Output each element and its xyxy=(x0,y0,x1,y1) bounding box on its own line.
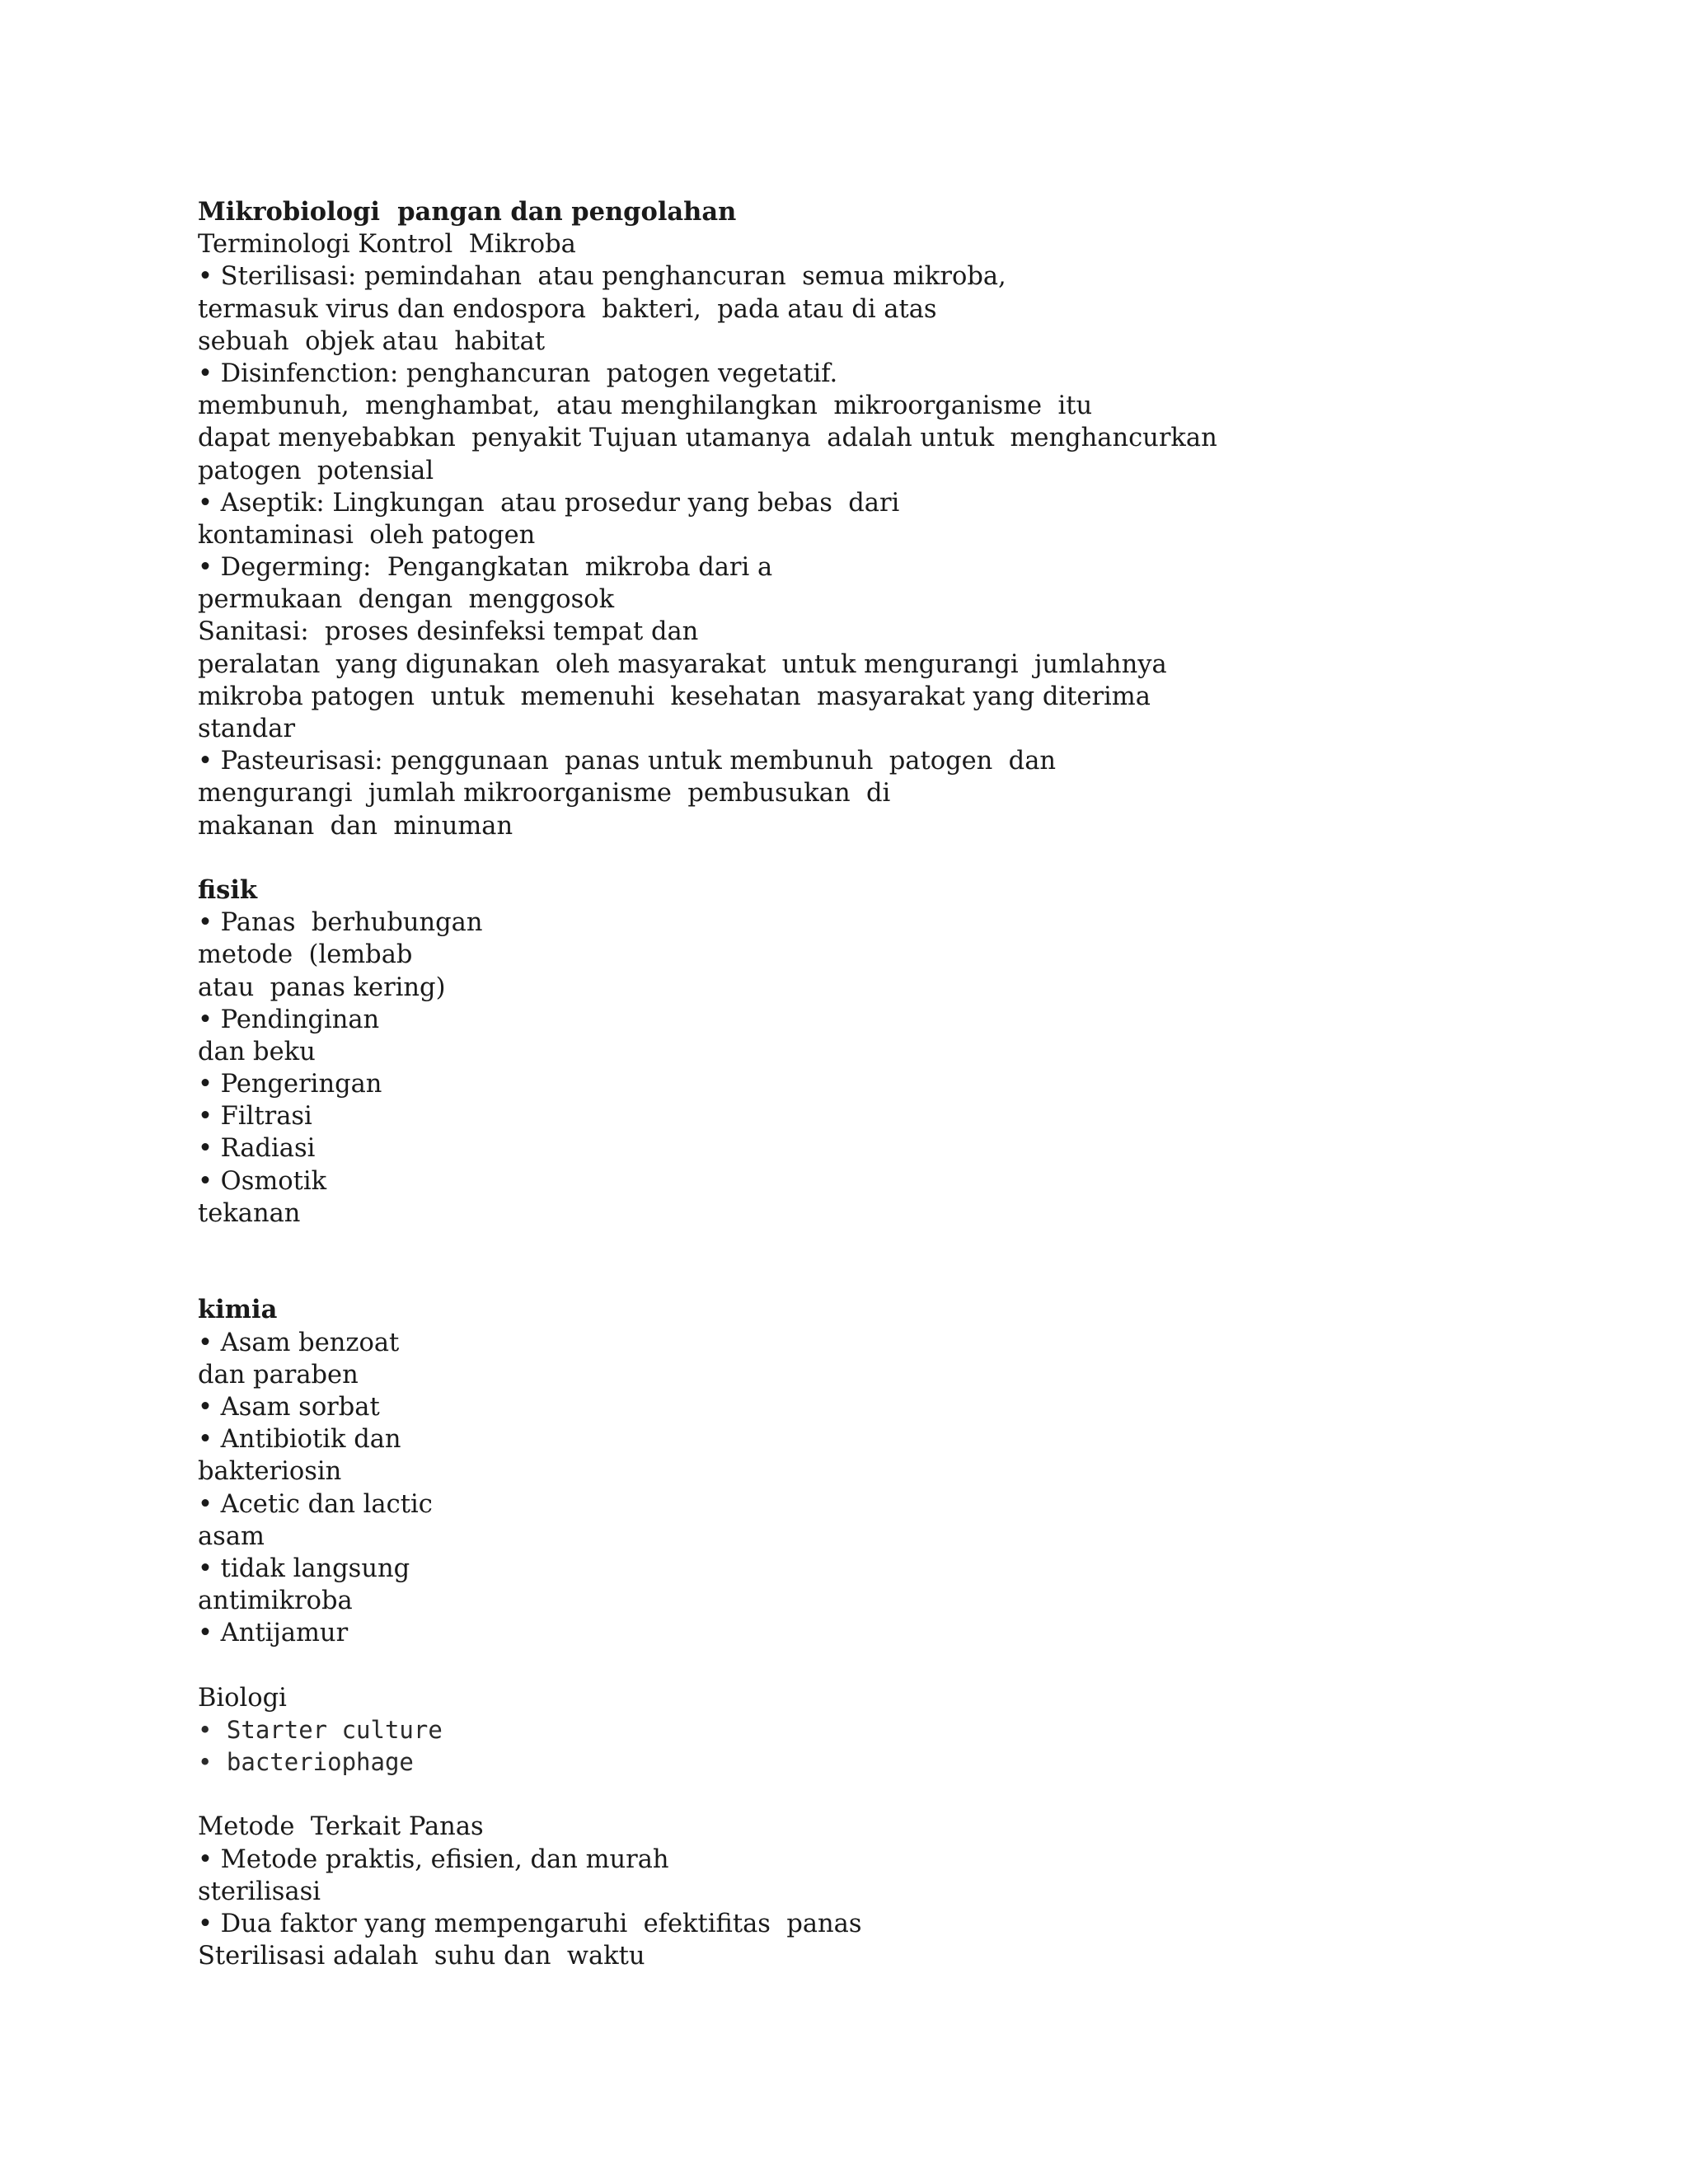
list-item: metode (lembab xyxy=(198,940,413,970)
biologi-section xyxy=(198,1682,1484,1779)
list-item: Sterilisasi adalah suhu dan waktu xyxy=(198,1942,645,1971)
list-item: • Acetic dan lactic xyxy=(198,1489,433,1519)
list-item: • Radiasi xyxy=(198,1134,316,1164)
list-item: • Pengeringan xyxy=(198,1070,382,1099)
list-item: • bacteriophage xyxy=(198,1748,414,1777)
kimia-heading: kimia xyxy=(198,1295,278,1325)
list-item: • Pendinginan xyxy=(198,1005,380,1034)
list-item: • Asam sorbat xyxy=(198,1392,380,1422)
blank-line xyxy=(198,842,1484,874)
text-line: permukaan dengan menggosok xyxy=(198,585,615,615)
terminology-section xyxy=(198,260,1484,841)
blank-line xyxy=(198,1230,1484,1294)
list-item: • Osmotik xyxy=(198,1166,327,1196)
text-line: kontaminasi oleh patogen xyxy=(198,520,536,550)
list-item: • Dua faktor yang mempengaruhi efektifitas panas xyxy=(198,1909,862,1938)
list-item: antimikroba xyxy=(198,1586,353,1616)
text-line: makanan dan minuman xyxy=(198,811,513,841)
text-line: • Disinfenction: penghancuran patogen vegetatif. xyxy=(198,359,838,388)
text-line: peralatan yang digunakan oleh masyarakat untuk mengurangi jumlahnya xyxy=(198,649,1167,679)
list-item: • Antibiotik dan xyxy=(198,1425,401,1455)
text-line: • Degerming: Pengangkatan mikroba dari a xyxy=(198,553,773,583)
text-line: membunuh, menghambat, atau menghilangkan mikroorganisme itu xyxy=(198,391,1093,421)
text-line: mengurangi jumlah mikroorganisme pembusukan di xyxy=(198,779,891,808)
list-item: • Starter culture xyxy=(198,1715,443,1744)
list-item: • tidak langsung xyxy=(198,1554,410,1583)
list-item: tekanan xyxy=(198,1198,301,1228)
list-item: • Filtrasi xyxy=(198,1102,312,1132)
panas-section xyxy=(198,1811,1484,1972)
terminology-heading: Terminologi Kontrol Mikroba xyxy=(198,230,576,260)
list-item: • Asam benzoat xyxy=(198,1328,400,1357)
list-item: • Panas berhubungan xyxy=(198,908,483,938)
text-line: mikroba patogen untuk memenuhi kesehatan masyarakat yang diterima xyxy=(198,682,1151,711)
text-line: • Pasteurisasi: penggunaan panas untuk membunuh patogen dan xyxy=(198,747,1057,776)
list-item: dan paraben xyxy=(198,1360,359,1390)
list-item: sterilisasi xyxy=(198,1877,321,1906)
blank-line xyxy=(198,1779,1484,1811)
fisik-section xyxy=(198,874,1484,1230)
kimia-section xyxy=(198,1294,1484,1649)
list-item: dan beku xyxy=(198,1037,316,1066)
fisik-heading: fisik xyxy=(198,874,258,905)
text-line: standar xyxy=(198,715,296,743)
document-title: Mikrobiologi pangan dan pengolahan xyxy=(198,197,737,227)
text-line: dapat menyebabkan penyakit Tujuan utamanya adalah untuk menghancurkan xyxy=(198,424,1217,453)
blank-line xyxy=(198,1649,1484,1681)
list-item: • Metode praktis, efisien, dan murah xyxy=(198,1844,669,1874)
panas-heading: Metode Terkait Panas xyxy=(198,1812,484,1842)
document-body xyxy=(198,196,1484,1972)
list-item: atau panas kering) xyxy=(198,972,446,1002)
list-item: asam xyxy=(198,1521,265,1551)
text-line: termasuk virus dan endospora bakteri, pada atau di atas xyxy=(198,294,937,324)
text-line: sebuah objek atau habitat xyxy=(198,326,546,356)
biologi-heading: Biologi xyxy=(198,1683,287,1713)
text-line: patogen potensial xyxy=(198,456,434,485)
text-line: • Sterilisasi: pemindahan atau penghancuran semua mikroba, xyxy=(198,262,1006,292)
list-item: • Antijamur xyxy=(198,1619,349,1648)
text-line: Sanitasi: proses desinfeksi tempat dan xyxy=(198,617,699,647)
text-line: • Aseptik: Lingkungan atau prosedur yang bebas dari xyxy=(198,488,900,518)
list-item: bakteriosin xyxy=(198,1457,342,1487)
